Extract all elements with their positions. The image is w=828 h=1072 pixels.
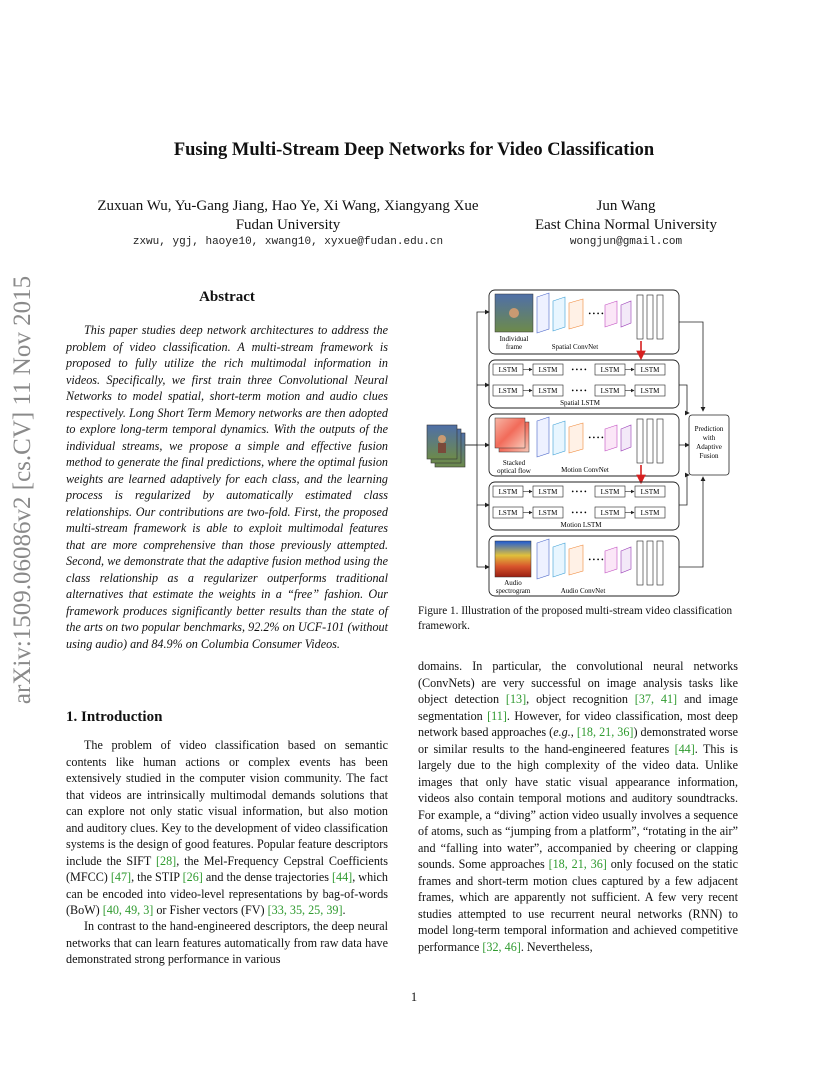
citation-link[interactable]: [26] [182, 870, 203, 884]
lstm-cell: LSTM [640, 509, 660, 517]
text-run: domains. In particular, the convolutional neural networks (ConvNets) are very successful on image analysis tasks like object detection [418, 659, 738, 706]
text-run: . This is largely due to the high complexity of the video data. Unlike images that only have static visual appearance information, videos also contain temporal motions and auditory soundtracks. For example, a “diving” action video usually involves a sequence of atoms, such as “jumping from a platform”, “rotating in the air” and “falling into water”, accompanied by cheering or clapping sounds. Some approaches [418, 741, 738, 871]
intro-paragraph-1 [66, 737, 388, 919]
author-emails: zxwu, ygj, haoye10, xwang10, xyxue@fudan.edu.cn [132, 236, 444, 248]
ellipsis: • • • • [588, 556, 604, 564]
label-prediction: Adaptive [696, 443, 722, 451]
ellipsis: • • • • [588, 434, 604, 442]
citation-link[interactable]: [28] [155, 853, 177, 868]
abstract-text: This paper studies deep network architectures to address the problem of video classification. A multi-stream framework is proposed to fully utilize the rich multimodal information in videos. Specifically, we first train three Convolutional Neural Networks to model spatial, short-term motion and audio clues respectively. Long Short Term Memory networks are then adopted to explore long-term temporal dynamics. With the outputs of the individual streams, we propose a simple and effective fusion method to generate the final predictions, where the optimal fusion weights are learned adaptively for each class, and the learning process is regularized by automatically estimated class relationships. Our contributions are two-fold. First, the proposed multi-stream framework is able to exploit multimodal features that are more comprehensive than those previously attempted. Second, we demonstrate that the adaptive fusion method using the class relationship as a regularizer outperforms traditional alternatives that estimate the weights in a “free” fashion. Our framework produces significantly better results than the state of the arts on two popular benchmarks, 92.2% on UCF-101 (without using audio) and 84.9% on Columbia Consumer Videos. [66, 323, 388, 651]
author-emails: wongjun@gmail.com [569, 236, 683, 248]
label-stacked-optical-flow: Stacked [502, 459, 526, 467]
arxiv-id: arXiv:1509.06086v2 [cs.CV] 11 Nov 2015 [9, 275, 36, 705]
figure-1-diagram [425, 285, 737, 603]
text-run: and the dense trajectories [202, 870, 332, 884]
label-prediction: Fusion [699, 452, 719, 460]
citation-link[interactable]: [33, 35, 25, 39] [267, 903, 343, 917]
text-run: and image segmentation [418, 692, 739, 723]
motion-lstm-cells [493, 486, 665, 529]
lstm-cell: LSTM [640, 387, 660, 395]
citation-link[interactable]: [11] [487, 708, 507, 723]
label-spatial-lstm: Spatial LSTM [560, 399, 600, 407]
text-run: . Nevertheless, [520, 939, 593, 954]
label-individual-frame: Individual [499, 335, 529, 343]
audio-spectrogram-image [495, 541, 531, 577]
citation-link[interactable]: [18, 21, 36] [548, 857, 607, 871]
text-run: or Fisher vectors (FV) [153, 903, 268, 917]
ellipsis: • • • • [571, 387, 587, 395]
text-run: , the STIP [131, 870, 183, 884]
citation-link[interactable]: [32, 46] [482, 939, 521, 954]
author-affiliation: Fudan University [235, 217, 341, 233]
spatial-lstm-cells [493, 364, 665, 407]
figure-1-caption: Figure 1. Illustration of the proposed multi-stream video classification framework. [418, 605, 733, 632]
lstm-cell: LSTM [600, 366, 620, 374]
optical-flow-stack [495, 418, 529, 452]
citation-link[interactable]: [13] [505, 692, 527, 706]
label-spatial-convnet: Spatial ConvNet [551, 343, 599, 351]
lstm-cell: LSTM [538, 387, 558, 395]
citation-link[interactable]: [44] [674, 741, 695, 756]
text-run: , the Mel-Frequency Cepstral Coefficients (MFCC) [66, 853, 388, 884]
label-motion-lstm: Motion LSTM [560, 521, 602, 529]
label-prediction: with [702, 434, 716, 442]
intro-paragraph-2: In contrast to the hand-engineered descriptors, the deep neural networks that can learn features automatically from raw data have demonstrated strong performance in various [66, 919, 388, 966]
lstm-cell: LSTM [600, 488, 620, 496]
right-column-paragraph [418, 658, 738, 955]
text-run: , [570, 725, 577, 739]
ellipsis: • • • • [571, 366, 587, 374]
citation-link[interactable]: [44] [332, 870, 353, 884]
citation-link[interactable]: [47] [110, 870, 132, 884]
author-names: Zuxuan Wu, Yu-Gang Jiang, Hao Ye, Xi Wang, Xiangyang Xue [97, 198, 479, 214]
input-arrows [465, 312, 489, 567]
citation-link[interactable]: [40, 49, 3] [102, 903, 154, 917]
label-prediction: Prediction [694, 425, 724, 433]
lstm-cell: LSTM [538, 366, 558, 374]
citation-link[interactable]: [37, 41] [634, 692, 678, 706]
text-run: , object recognition [526, 692, 635, 706]
lstm-cell: LSTM [498, 366, 518, 374]
lstm-cell: LSTM [538, 488, 558, 496]
lstm-cell: LSTM [498, 488, 518, 496]
label-individual-frame: frame [505, 343, 523, 351]
label-stacked-optical-flow: optical flow [497, 467, 531, 475]
lstm-cell: LSTM [640, 488, 660, 496]
lstm-cell: LSTM [640, 366, 660, 374]
arxiv-stamp [8, 275, 38, 705]
author-names: Jun Wang [596, 198, 656, 214]
ellipsis: • • • • [571, 509, 587, 517]
author-block-left [70, 197, 506, 235]
lstm-cell: LSTM [600, 509, 620, 517]
text-run: . [342, 903, 346, 917]
lstm-cell: LSTM [538, 509, 558, 517]
paper-title: Fusing Multi-Stream Deep Networks for Video Classification [173, 140, 655, 160]
ellipsis: • • • • [571, 488, 587, 496]
label-audio-spectrogram: Audio [504, 579, 522, 587]
label-audio-convnet: Audio ConvNet [560, 587, 606, 595]
label-audio-spectrogram: spectrogram [495, 587, 531, 595]
abstract-heading: Abstract [199, 289, 255, 305]
citation-link[interactable]: [18, 21, 36] [576, 725, 634, 739]
author-block-right [515, 197, 737, 235]
section-heading-introduction: 1. Introduction [66, 709, 163, 725]
text-run: , which can be encoded into video-level representations by bag-of-words (BoW) [66, 870, 388, 917]
text-run: e.g. [553, 725, 571, 739]
lstm-cell: LSTM [600, 387, 620, 395]
lstm-cell: LSTM [498, 387, 518, 395]
text-run: ) demonstrated worse or similar results to the hand-engineered features [418, 725, 738, 756]
text-run: only focused on the static frames and short-term motion clues captured by a few adjacent frames, which are apparently not sufficient. A few very recent studies attempted to use recurrent neural networks (RNN) to model long-term temporal information and achieved competitive performance [418, 857, 738, 954]
video-frames-stack [427, 425, 465, 467]
ellipsis: • • • • [588, 310, 604, 318]
lstm-cell: LSTM [498, 509, 518, 517]
text-run: . However, for video classification, most deep network based approaches ( [418, 708, 738, 739]
page-number: 1 [410, 990, 418, 1004]
author-affiliation: East China Normal University [534, 217, 718, 233]
label-motion-convnet: Motion ConvNet [561, 466, 609, 474]
text-run: The problem of video classification based on semantic contents like human actions or complex events has been extensively studied in the computer vision community. The fact that videos are intrinsically multimodal demands solutions that can explore not only static visual information, but also motion and auditory clues. Key to the development of video classification systems is the design of good features. Popular feature descriptors include the SIFT [66, 738, 388, 868]
